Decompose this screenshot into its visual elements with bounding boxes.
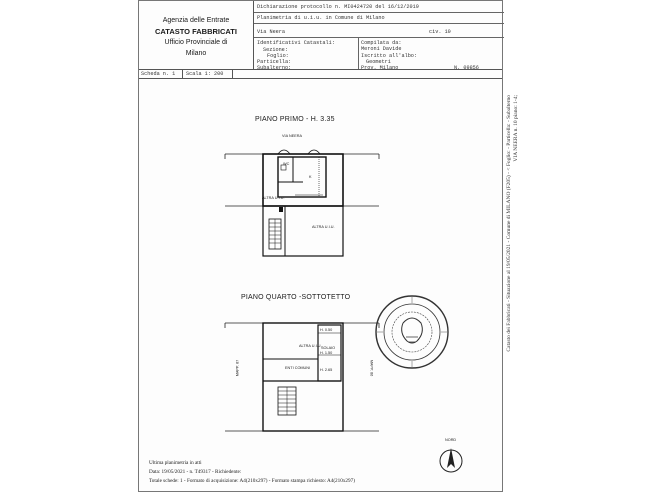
catasto-title: CATASTO FABBRICATI	[155, 27, 237, 36]
altra-uiu-label-1: ALTRA U.I.U.	[262, 196, 285, 200]
street-text: Via Neera	[257, 29, 286, 35]
side-caption-line-2: VIA NEERA n. 10 piano: 1-4;	[513, 95, 519, 162]
numero-text: N. 09856	[454, 65, 479, 71]
mapp-87-label: MAPP. 87	[235, 359, 240, 377]
k-label: K	[309, 175, 312, 179]
declaration-text: Dichiarazione protocollo n. MI0424720 del 16/12/2019	[257, 4, 419, 10]
particella-label: Particella:	[257, 59, 292, 65]
cadastral-sheet	[138, 0, 503, 492]
wc-label: WC	[283, 162, 290, 166]
compilata-label: Compilata da:	[361, 40, 402, 46]
mapp-86-label: MAPP. 86	[369, 359, 374, 377]
nord-label: NORD	[445, 438, 457, 442]
piano-primo-plan	[223, 137, 383, 267]
sheet-header	[139, 1, 502, 70]
h150-label: H. 1.50	[320, 351, 333, 355]
h265-label: H. 2.65	[320, 368, 333, 372]
agency-block	[141, 15, 251, 59]
compiler-name: Meroni Davide	[361, 46, 402, 52]
north-arrow-icon	[436, 444, 466, 478]
side-caption-line-1: Catasto dei Fabbricati - Situazione al 19/05/2021 - Comune di MILANO (F205) - < Foglio: - Particella: - Subalterno	[506, 95, 512, 352]
scheda-row	[139, 70, 502, 79]
ufficio-label: Ufficio Provinciale di	[164, 39, 228, 46]
solaio-label: SOLAIO	[321, 346, 336, 350]
h050-label: H. 0.50	[320, 328, 333, 332]
iscritto-label: Iscritto all'albo:	[361, 53, 418, 59]
official-seal-stamp	[373, 293, 451, 371]
agency-name: Agenzia delle Entrate	[162, 17, 230, 24]
subalterno-label: Subalterno:	[257, 65, 292, 71]
ufficio-city: Milano	[185, 50, 207, 57]
identificativi-label: Identificativi Catastali:	[257, 40, 335, 46]
piano-primo-title: PIANO PRIMO - H. 3.35	[255, 116, 335, 123]
footer-line-3: Totale schede: 1 - Formato di acquisizione: A4(210x297) - Formato stampa richiesto: A4(210x297)	[149, 478, 355, 484]
scala-label: Scala 1: 200	[186, 71, 224, 77]
civ-text: civ. 10	[429, 29, 451, 35]
foglio-label: Foglio:	[267, 53, 289, 59]
albo-text: Geometri	[366, 59, 391, 65]
sezione-label: Sezione:	[263, 47, 288, 53]
footer-line-2: Data: 19/05/2021 - n. T49317 - Richiedente:	[149, 469, 242, 475]
altra-uiu-label-3: ALTRA U.I.U.	[299, 344, 322, 348]
prov-text: Prov. Milano	[361, 65, 399, 71]
piano-quarto-plan	[223, 317, 383, 447]
scheda-label: Scheda n. 1	[141, 71, 176, 77]
piano-quarto-title: PIANO QUARTO -SOTTOTETTO	[241, 294, 351, 301]
via-neera-label: VIA NEERA	[282, 134, 303, 138]
header-details	[253, 1, 504, 69]
altra-uiu-label-2: ALTRA U.I.U.	[312, 225, 335, 229]
footer-line-1: Ultima planimetria in atti	[149, 460, 202, 466]
enti-comuni-label: ENTI COMUNI	[285, 366, 311, 370]
side-caption	[506, 95, 518, 480]
planimetry-text: Planimetria di u.i.u. in Comune di Milano	[257, 15, 385, 21]
